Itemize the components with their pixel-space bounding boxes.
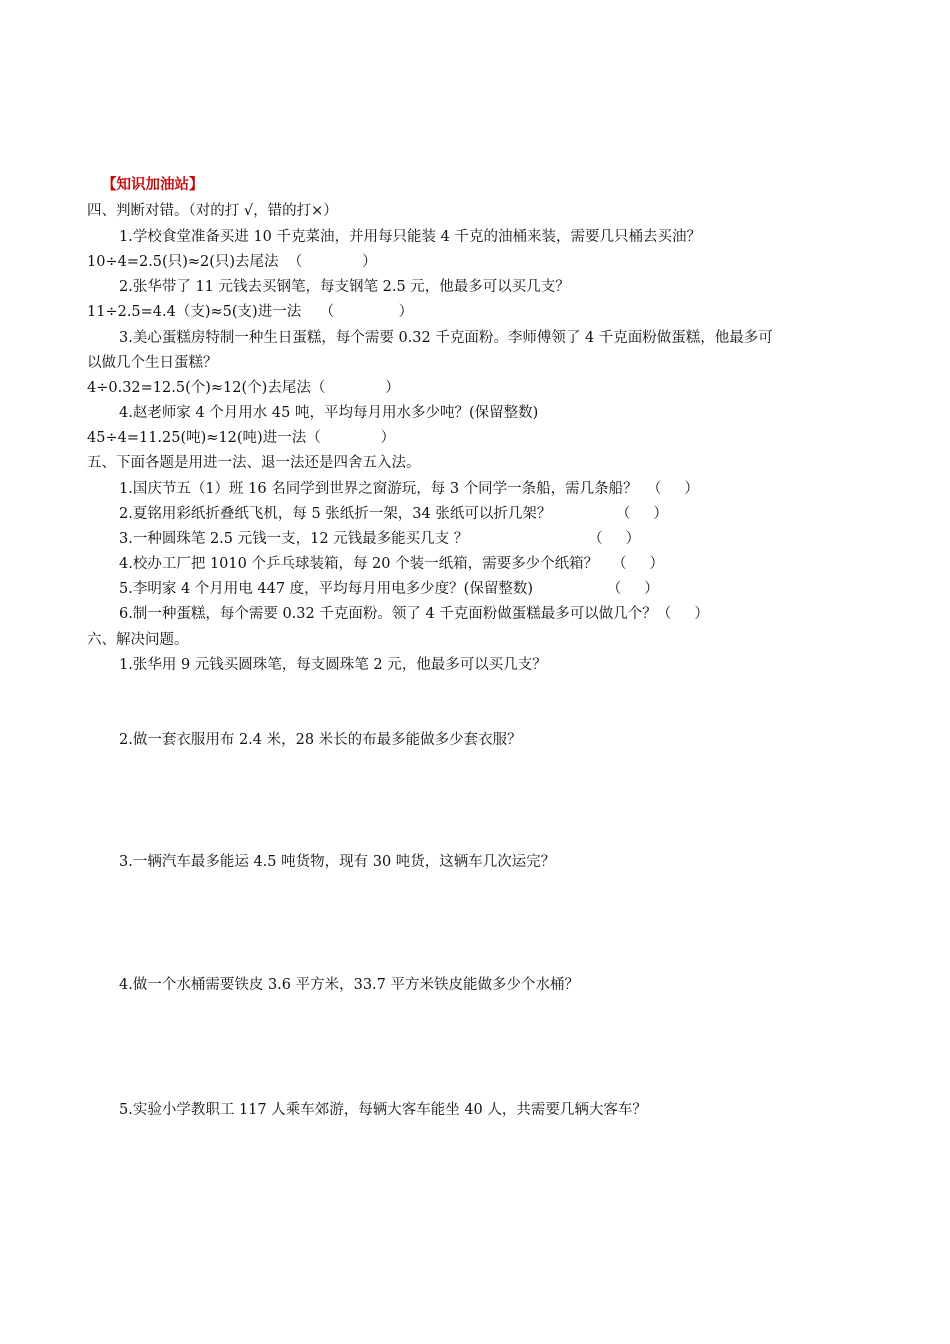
section-header: 【知识加油站】 [102, 176, 204, 193]
section-6-title: 六、解决问题。 [87, 632, 189, 648]
s5-question-2: 2.夏铭用彩纸折叠纸飞机，每 5 张纸折一架，34 张纸可以折几架？ （ ） [119, 506, 668, 522]
section-4-title: 四、判断对错。（对的打 √，错的打×） [87, 203, 338, 219]
s5-question-4: 4.校办工厂把 1010 个乒乓球装箱，每 20 个装一纸箱，需要多少个纸箱？ （ ） [119, 556, 664, 572]
s5-question-3: 3.一种圆珠笔 2.5 元钱一支，12 元钱最多能买几支 ？ （ ） [119, 531, 641, 547]
s4-question-4: 4.赵老师家 4 个月用水 45 吨，平均每月用水多少吨？(保留整数) [119, 405, 539, 421]
s4-answer-3: 4÷0.32=12.5(个)≈12(个)去尾法（ ） [87, 380, 400, 396]
s4-answer-1: 10÷4=2.5(只)≈2(只)去尾法 （ ） [87, 254, 377, 270]
s5-question-1: 1.国庆节五（1）班 16 名同学到世界之窗游玩，每 3 个同学一条船，需几条船？ （ ） [119, 481, 699, 497]
s6-question-1: 1.张华用 9 元钱买圆珠笔，每支圆珠笔 2 元，他最多可以买几支？ [119, 657, 547, 673]
s5-question-5: 5.李明家 4 个月用电 447 度，平均每月用电多少度？(保留整数) （ ） [119, 581, 659, 597]
s4-question-3-line2: 以做几个生日蛋糕？ [87, 355, 218, 371]
s4-answer-4: 45÷4=11.25(吨)≈12(吨)进一法（ ） [87, 430, 396, 446]
s4-answer-2: 11÷2.5=4.4（支)≈5(支)进一法 （ ） [87, 304, 414, 320]
section-5-title: 五、下面各题是用进一法、退一法还是四舍五入法。 [87, 455, 421, 471]
s5-question-6: 6.制一种蛋糕，每个需要 0.32 千克面粉。领了 4 千克面粉做蛋糕最多可以做几个？（ ） [119, 606, 709, 622]
s4-question-1: 1.学校食堂准备买进 10 千克菜油，并用每只能装 4 千克的油桶来装，需要几只桶去买油？ [119, 229, 701, 245]
s6-question-5: 5.实验小学教职工 117 人乘车郊游，每辆大客车能坐 40 人，共需要几辆大客车？ [119, 1102, 647, 1118]
s4-question-2: 2.张华带了 11 元钱去买钢笔，每支钢笔 2.5 元，他最多可以买几支？ [119, 279, 570, 295]
s6-question-2: 2.做一套衣服用布 2.4 米，28 米长的布最多能做多少套衣服？ [119, 732, 522, 748]
s4-question-3-line1: 3.美心蛋糕房特制一种生日蛋糕，每个需要 0.32 千克面粉。李师傅领了 4 千克面粉做蛋糕，他最多可 [119, 330, 773, 346]
s6-question-4: 4.做一个水桶需要铁皮 3.6 平方米，33.7 平方米铁皮能做多少个水桶？ [119, 977, 580, 993]
s6-question-3: 3.一辆汽车最多能运 4.5 吨货物，现有 30 吨货，这辆车几次运完？ [119, 854, 556, 870]
